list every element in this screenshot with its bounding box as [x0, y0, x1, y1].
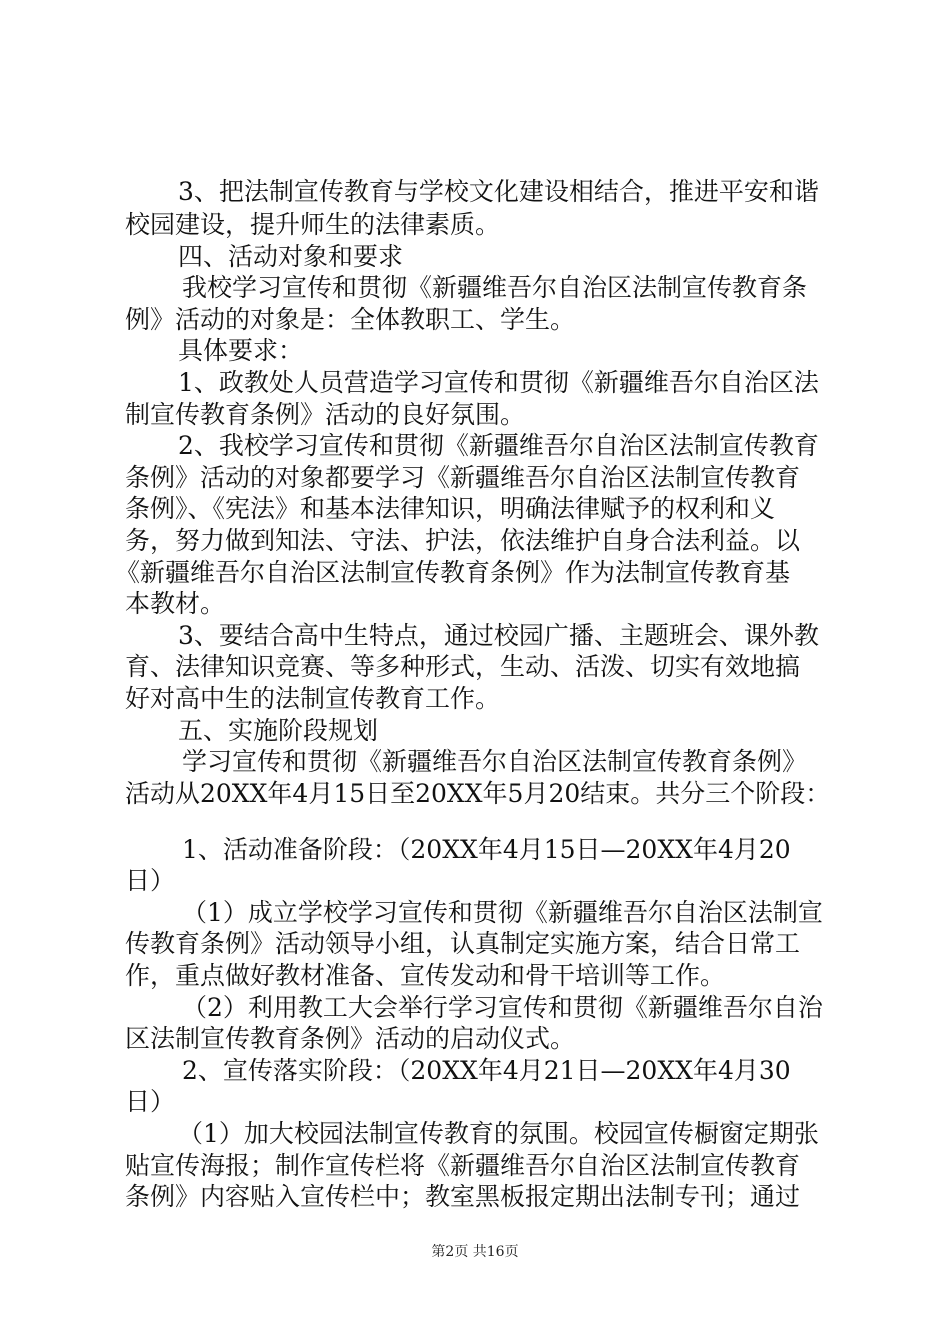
text-line: 条例》内容贴入宣传栏中；教室黑板报定期出法制专刊；通过	[125, 1182, 801, 1211]
text-line: 日）	[125, 866, 176, 895]
text-line: （2）利用教工大会举行学习宣传和贯彻《新疆维吾尔自治	[182, 993, 823, 1022]
text-line: 例》活动的对象是：全体教职工、学生。	[125, 305, 576, 334]
text-line: 1、活动准备阶段：（20XX年4月15日—20XX年4月20	[182, 835, 791, 864]
text-line: 本教材。	[125, 589, 226, 618]
text-line: 校园建设，提升师生的法律素质。	[125, 210, 501, 239]
text-line: 2、宣传落实阶段：（20XX年4月21日—20XX年4月30	[182, 1056, 791, 1085]
text-line: 好对高中生的法制宣传教育工作。	[125, 684, 501, 713]
text-line: 2、我校学习宣传和贯彻《新疆维吾尔自治区法制宣传教育	[178, 431, 819, 460]
text-line: 日）	[125, 1087, 176, 1116]
text-line: 我校学习宣传和贯彻《新疆维吾尔自治区法制宣传教育条	[182, 273, 808, 302]
text-line: 制宣传教育条例》活动的良好氛围。	[125, 400, 526, 429]
section-heading: 四、活动对象和要求	[178, 242, 404, 271]
text-line: 《新疆维吾尔自治区法制宣传教育条例》作为法制宣传教育基	[115, 558, 791, 587]
text-line: 1、政教处人员营造学习宣传和贯彻《新疆维吾尔自治区法	[178, 368, 819, 397]
text-line: （1）成立学校学习宣传和贯彻《新疆维吾尔自治区法制宣	[182, 898, 823, 927]
section-heading: 五、实施阶段规划	[178, 716, 379, 745]
text-line: 传教育条例》活动领导小组，认真制定实施方案，结合日常工	[125, 929, 801, 958]
page-number-footer: 第2页 共16页	[431, 1244, 519, 1260]
text-line: 育、法律知识竞赛、等多种形式，生动、活泼、切实有效地搞	[125, 652, 801, 681]
text-line: 条例》、《宪法》和基本法律知识，明确法律赋予的权利和义	[125, 494, 776, 523]
text-line: 具体要求：	[178, 336, 304, 365]
text-line: 活动从20XX年4月15日至20XX年5月20结束。共分三个阶段：	[125, 779, 831, 808]
text-line: 3、要结合高中生特点，通过校园广播、主题班会、课外教	[178, 621, 819, 650]
text-line: 作，重点做好教材准备、宣传发动和骨干培训等工作。	[125, 961, 726, 990]
text-line: 学习宣传和贯彻《新疆维吾尔自治区法制宣传教育条例》	[182, 747, 808, 776]
text-line: （1）加大校园法制宣传教育的氛围。校园宣传橱窗定期张	[178, 1119, 819, 1148]
text-line: 3、把法制宣传教育与学校文化建设相结合，推进平安和谐	[178, 177, 819, 206]
text-line: 区法制宣传教育条例》活动的启动仪式。	[125, 1024, 576, 1053]
text-line: 贴宣传海报；制作宣传栏将《新疆维吾尔自治区法制宣传教育	[125, 1151, 801, 1180]
text-line: 务，努力做到知法、守法、护法，依法维护自身合法利益。以	[125, 526, 801, 555]
text-line: 条例》活动的对象都要学习《新疆维吾尔自治区法制宣传教育	[125, 463, 801, 492]
